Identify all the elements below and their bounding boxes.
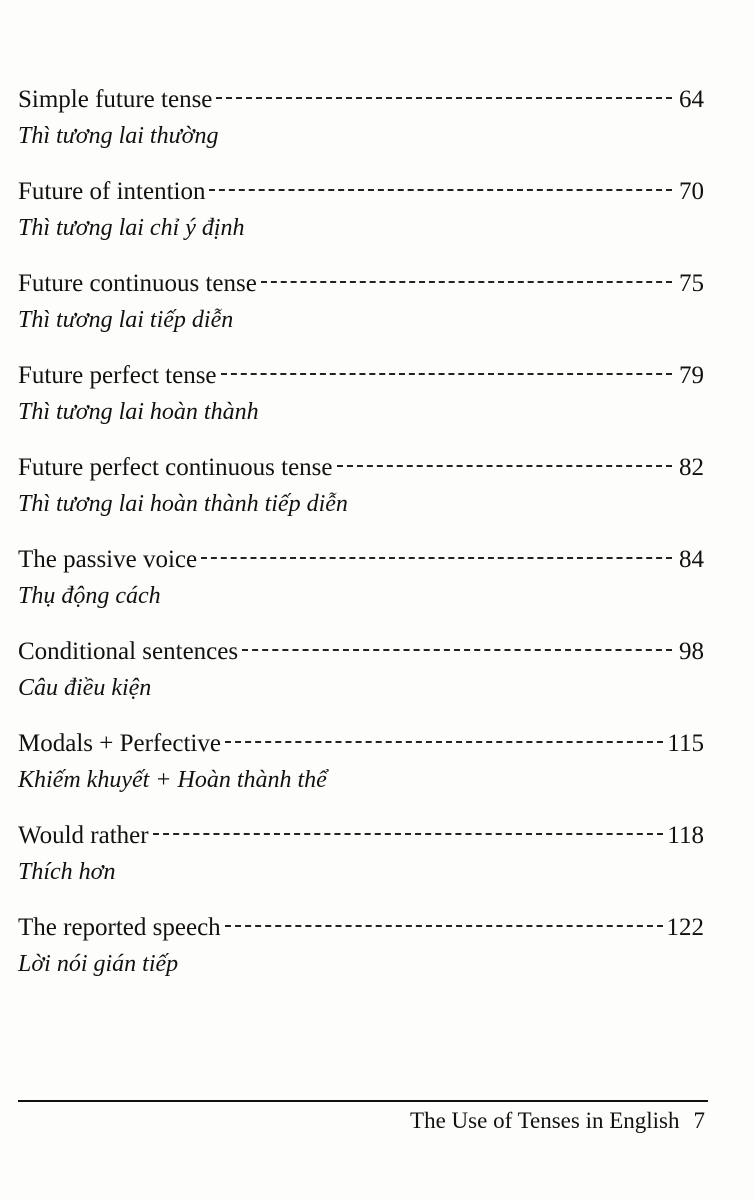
toc-entry-page: 70 (679, 178, 704, 205)
table-of-contents (18, 82, 704, 1002)
toc-entry-page: 64 (679, 86, 704, 113)
footer-book-title: The Use of Tenses in English (410, 1108, 680, 1133)
toc-entry-subtitle: Thích hơn (18, 859, 116, 885)
toc-entry (18, 82, 704, 174)
toc-entry (18, 266, 704, 358)
toc-entry-page: 84 (679, 546, 704, 573)
toc-entry (18, 542, 704, 634)
toc-entry-page: 122 (666, 914, 704, 941)
toc-entry-subtitle: Thì tương lai hoàn thành (18, 399, 259, 425)
toc-entry (18, 910, 704, 1002)
toc-entry-page: 98 (679, 638, 704, 665)
toc-entry (18, 174, 704, 266)
toc-entry-subtitle: Thì tương lai chỉ ý định (18, 215, 245, 241)
dot-leader (201, 555, 672, 559)
dot-leader (209, 187, 672, 191)
dot-leader (153, 831, 664, 835)
toc-entry-title: Future perfect continuous tense (18, 454, 333, 481)
toc-entry-subtitle: Thì tương lai hoàn thành tiếp diễn (18, 491, 348, 517)
dot-leader (225, 923, 663, 927)
toc-entry-subtitle: Khiếm khuyết + Hoàn thành thể (18, 767, 327, 793)
toc-entry-page: 115 (667, 730, 704, 757)
toc-entry (18, 726, 704, 818)
dot-leader (242, 647, 672, 651)
dot-leader (337, 463, 673, 467)
page-footer (410, 1108, 705, 1134)
dot-leader (261, 279, 672, 283)
dot-leader (216, 95, 672, 99)
toc-entry-title: Would rather (18, 822, 149, 849)
toc-entry-page: 79 (679, 362, 704, 389)
toc-entry (18, 358, 704, 450)
toc-entry-title: Conditional sentences (18, 638, 239, 665)
footer-page-number: 7 (693, 1108, 705, 1133)
toc-entry-title: Future perfect tense (18, 362, 217, 389)
toc-entry-subtitle: Thì tương lai thường (18, 123, 219, 149)
dot-leader (221, 371, 672, 375)
toc-entry (18, 634, 704, 726)
toc-entry-subtitle: Câu điều kiện (18, 675, 152, 701)
toc-entry-subtitle: Thì tương lai tiếp diễn (18, 307, 234, 333)
toc-entry-subtitle: Lời nói gián tiếp (18, 951, 179, 977)
dot-leader (225, 739, 663, 743)
toc-entry-page: 75 (679, 270, 704, 297)
footer-divider (18, 1100, 708, 1102)
toc-entry-title: Future of intention (18, 178, 206, 205)
toc-entry-title: Simple future tense (18, 86, 213, 113)
toc-entry-title: The reported speech (18, 914, 221, 941)
toc-entry-page: 82 (679, 454, 704, 481)
toc-entry-subtitle: Thụ động cách (18, 583, 161, 609)
toc-entry (18, 450, 704, 542)
toc-entry-title: The passive voice (18, 546, 198, 573)
toc-entry-title: Future continuous tense (18, 270, 257, 297)
toc-entry-title: Modals + Perfective (18, 730, 221, 757)
toc-entry (18, 818, 704, 910)
toc-entry-page: 118 (667, 822, 704, 849)
